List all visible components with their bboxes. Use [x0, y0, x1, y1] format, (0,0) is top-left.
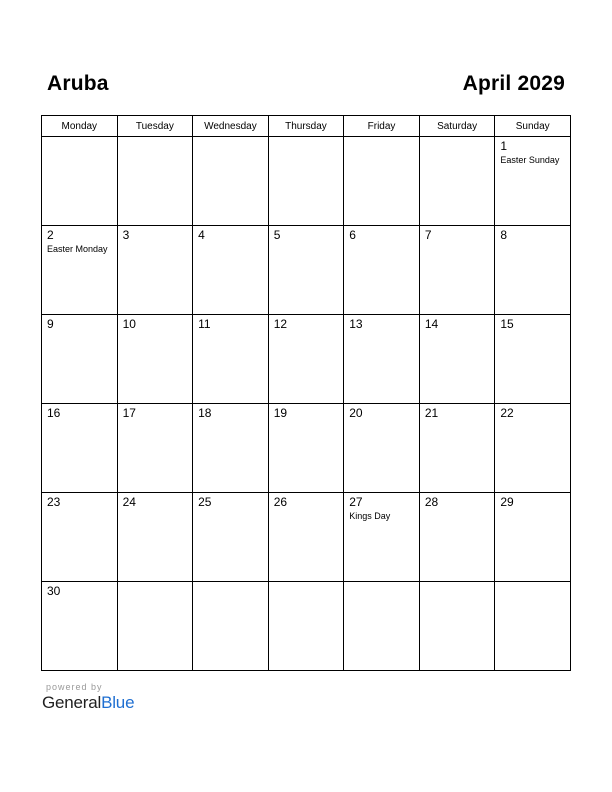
day-cell: [268, 493, 344, 582]
day-number: 14: [424, 317, 439, 331]
logo-blue-text: Blue: [101, 693, 135, 712]
weekday-header: Tuesday: [117, 116, 193, 137]
day-cell: [419, 582, 495, 671]
day-number: 3: [122, 228, 130, 242]
day-cell: [42, 582, 118, 671]
day-number: 13: [349, 317, 363, 331]
day-cell: [344, 226, 420, 315]
day-number: [420, 582, 495, 585]
month-title: April 2029: [462, 72, 565, 95]
day-cell: [268, 226, 344, 315]
powered-by-text: powered by: [46, 682, 103, 692]
generalblue-logo: [42, 693, 134, 713]
day-cell: [117, 315, 193, 404]
weekday-header: Monday: [42, 116, 118, 137]
day-number: [269, 137, 344, 140]
day-cell: [193, 315, 269, 404]
day-number: [344, 137, 419, 140]
day-cell: [268, 404, 344, 493]
day-number: 1: [500, 139, 508, 153]
day-cell: [268, 315, 344, 404]
day-number: 7: [424, 228, 432, 242]
day-cell: [344, 582, 420, 671]
day-cell: [344, 315, 420, 404]
day-number: 2: [47, 228, 54, 242]
weekday-header: Friday: [344, 116, 420, 137]
calendar-grid: [41, 115, 571, 671]
day-number: [193, 582, 268, 585]
day-number: [118, 137, 193, 140]
day-cell: [42, 404, 118, 493]
day-cell: [419, 404, 495, 493]
day-number: 19: [273, 406, 288, 420]
day-cell: [344, 404, 420, 493]
day-number: 4: [198, 228, 205, 242]
day-cell: [117, 493, 193, 582]
day-number: 26: [273, 495, 288, 509]
day-cell: [117, 226, 193, 315]
day-cell: [42, 493, 118, 582]
day-number: [495, 582, 570, 585]
day-cell: [419, 137, 495, 226]
day-number: [269, 582, 344, 585]
day-cell: [419, 226, 495, 315]
day-cell: [495, 404, 571, 493]
day-cell: [117, 582, 193, 671]
day-cell: [42, 315, 118, 404]
day-number: 25: [198, 495, 212, 509]
weekday-header: Wednesday: [193, 116, 269, 137]
day-cell: [193, 493, 269, 582]
day-cell: [193, 226, 269, 315]
day-number: 10: [122, 317, 136, 331]
week-row: [42, 582, 571, 671]
holiday-label: Easter Monday: [47, 244, 108, 254]
country-title: Aruba: [47, 72, 109, 95]
weekday-header-row: [42, 116, 571, 137]
day-cell: [193, 404, 269, 493]
day-cell: [193, 137, 269, 226]
day-cell: [495, 137, 571, 226]
day-cell: [419, 315, 495, 404]
weekday-header: Thursday: [268, 116, 344, 137]
day-number: 22: [500, 406, 514, 420]
day-number: 6: [349, 228, 356, 242]
day-number: 11: [198, 317, 211, 331]
day-cell: [117, 137, 193, 226]
day-cell: [419, 493, 495, 582]
day-cell: [42, 137, 118, 226]
day-cell: [495, 226, 571, 315]
logo-general-text: General: [42, 693, 102, 712]
week-row: [42, 137, 571, 226]
day-number: 30: [47, 584, 61, 598]
day-cell: [344, 137, 420, 226]
day-number: 23: [47, 495, 61, 509]
holiday-label: Kings Day: [349, 511, 391, 521]
day-cell: [495, 582, 571, 671]
day-number: [344, 582, 419, 585]
day-number: 27: [349, 495, 363, 509]
day-cell: [344, 493, 420, 582]
day-number: 17: [122, 406, 136, 420]
week-row: [42, 404, 571, 493]
day-number: 8: [500, 228, 508, 242]
day-number: 9: [47, 317, 54, 331]
day-number: 18: [198, 406, 212, 420]
week-row: [42, 493, 571, 582]
day-cell: [268, 137, 344, 226]
weekday-header: Saturday: [419, 116, 495, 137]
weekday-header: Sunday: [495, 116, 571, 137]
day-number: [118, 582, 193, 585]
day-number: [420, 137, 495, 140]
day-cell: [193, 582, 269, 671]
day-number: 12: [273, 317, 288, 331]
holiday-label: Easter Sunday: [500, 155, 560, 165]
day-cell: [42, 226, 118, 315]
day-number: 5: [273, 228, 281, 242]
day-number: 24: [122, 495, 136, 509]
day-number: 15: [500, 317, 514, 331]
day-cell: [495, 315, 571, 404]
day-cell: [268, 582, 344, 671]
day-number: [193, 137, 268, 140]
day-number: 20: [349, 406, 363, 420]
day-number: 29: [500, 495, 514, 509]
day-number: [42, 137, 117, 140]
week-row: [42, 315, 571, 404]
day-number: 21: [424, 406, 439, 420]
day-number: 28: [424, 495, 439, 509]
day-cell: [117, 404, 193, 493]
day-cell: [495, 493, 571, 582]
day-number: 16: [47, 406, 61, 420]
week-row: [42, 226, 571, 315]
